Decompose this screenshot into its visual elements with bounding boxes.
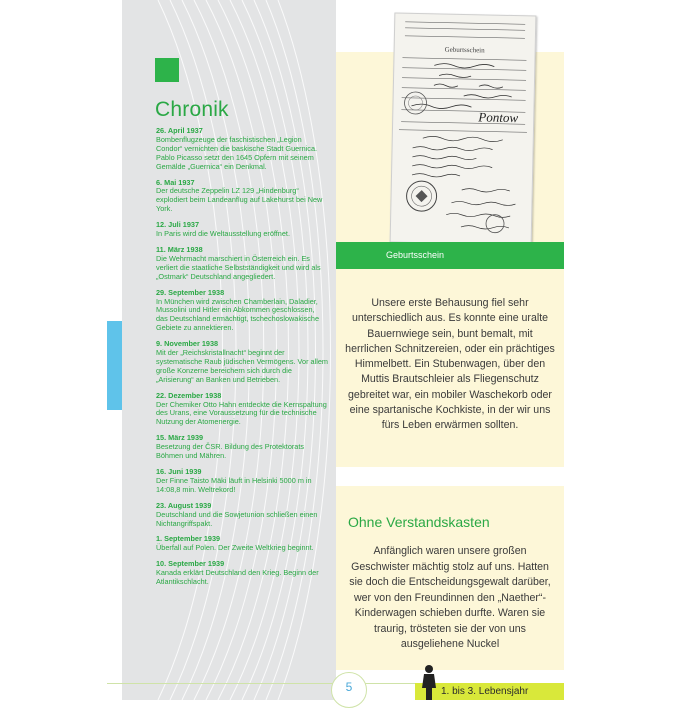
chronik-text: Mit der „Reichskristallnacht“ beginnt der systematische Raub jüdischen Vermögens. Vor allem große Konzerne bereichern sich durch die „Arisierung“ an Banken und Betrieben. bbox=[156, 348, 328, 384]
chronik-entry bbox=[156, 502, 328, 529]
chronik-date: 10. September 1939 bbox=[156, 559, 225, 569]
body-paragraph-2: Anfänglich waren unsere großen Geschwister mächtig stolz auf uns. Hatten sie doch die Entscheidungsgewalt darüber, wer von den Freundinnen den „Naether“-Kinderwagen schieben durfte. Waren sie traurig, trösteten sie der von uns ausgeliehene Nuckel bbox=[349, 545, 551, 650]
chronik-entry bbox=[156, 246, 328, 282]
chronik-text: In Paris wird die Weltausstellung eröffnet. bbox=[156, 229, 290, 239]
chronik-text: Besetzung der ČSR. Bildung des Protektorats Böhmen und Mähren. bbox=[156, 442, 305, 461]
chronik-text: Kanada erklärt Deutschland den Krieg. Beginn der Atlantikschlacht. bbox=[156, 568, 319, 587]
chronik-text: Deutschland und die Sowjetunion schließen einen Nichtangriffspakt. bbox=[156, 509, 318, 528]
chronik-date: 23. August 1939 bbox=[156, 500, 212, 510]
chronik-date: 22. Dezember 1938 bbox=[156, 390, 222, 400]
photo-caption-bar bbox=[336, 242, 564, 269]
chronik-date: 15. März 1939 bbox=[156, 433, 204, 443]
chronik-date: 1. September 1939 bbox=[156, 534, 221, 544]
chronik-entry bbox=[156, 221, 328, 239]
section-heading: Ohne Verstandskasten bbox=[348, 514, 490, 530]
chronik-entry bbox=[156, 127, 328, 172]
footer-label: 1. bis 3. Lebensjahr bbox=[441, 686, 529, 697]
chronik-date: 16. Juni 1939 bbox=[156, 467, 202, 476]
green-marker-square bbox=[155, 58, 179, 82]
chronik-entry bbox=[156, 434, 328, 461]
chronik-entry bbox=[156, 179, 328, 215]
certificate-stamp-text: Pontow bbox=[478, 109, 519, 126]
chronik-entry bbox=[156, 468, 328, 495]
chronik-entry bbox=[156, 392, 328, 428]
chronik-entry bbox=[156, 560, 328, 587]
chronik-date: 6. Mai 1937 bbox=[156, 177, 195, 187]
chronik-entry bbox=[156, 340, 328, 385]
blue-edge-bar bbox=[107, 321, 122, 410]
chronik-title: Chronik bbox=[155, 98, 229, 121]
chronik-text: Der deutsche Zeppelin LZ 129 „Hindenburg“ explodiert beim Landeanflug auf Lakehurst bei New York. bbox=[156, 186, 323, 214]
chronik-text: Der Chemiker Otto Hahn entdeckte die Kernspaltung des Urans, eine Voraussetzung für die technische Nutzung der Atomenergie. bbox=[156, 399, 327, 427]
chronik-text: Die Wehrmacht marschiert in Österreich ein. Es verliert die staatliche Selbstständigkeit und wird als „Ostmark“ Deutschland angegliedert. bbox=[156, 253, 321, 281]
child-figure-icon bbox=[419, 664, 439, 700]
chronik-entry bbox=[156, 289, 328, 334]
chronik-date: 12. Juli 1937 bbox=[156, 220, 200, 230]
certificate-image bbox=[391, 14, 536, 245]
birth-certificate-photo bbox=[390, 13, 537, 246]
chronik-text: Überfall auf Polen. Der Zweite Weltkrieg beginnt. bbox=[156, 543, 314, 553]
chronik-date: 11. März 1938 bbox=[156, 244, 203, 254]
chronik-text: Der Finne Taisto Mäki läuft in Helsinki 5000 m in 14:08,8 min. Weltrekord! bbox=[156, 475, 312, 494]
chronik-date: 26. April 1937 bbox=[156, 126, 203, 135]
chronik-date: 9. November 1938 bbox=[156, 339, 219, 349]
chronik-list bbox=[156, 127, 328, 594]
body-paragraph-1: Unsere erste Behausung fiel sehr unterschiedlich aus. Es konnte eine uralte Bauernwiege sein, bunt bemalt, mit herrlichen Schnitzereien, oder ein prächtiges Himmelbett. Ein Stubenwagen, über den Muttis Brautschleier als Fliegenschutz gebreitet war, ein mobiler Waschekorb oder eine spartanische Kochkiste, in der wir uns fürs Leben erwärmen sollten. bbox=[345, 297, 555, 432]
page-number: 5 bbox=[345, 680, 353, 694]
photo-caption: Geburtsschein bbox=[386, 250, 445, 260]
chronik-text: Bombenflugzeuge der faschistischen „Legion Condor“ vernichten die baskische Stadt Guernica. Pablo Picasso setzt den 1645 Opfern mit seinem Gemälde „Guernica“ ein Denkmal. bbox=[156, 134, 318, 171]
chronik-text: In München wird zwischen Chamberlain, Daladier, Mussolini und Hitler ein Abkommen geschlossen, das Deutschland ermächtigt, tschechoslowakische Gebiete zu annektieren. bbox=[156, 296, 320, 333]
chronik-entry bbox=[156, 535, 328, 553]
chronik-date: 29. September 1938 bbox=[156, 287, 225, 297]
certificate-heading: Geburtsschein bbox=[444, 45, 485, 55]
